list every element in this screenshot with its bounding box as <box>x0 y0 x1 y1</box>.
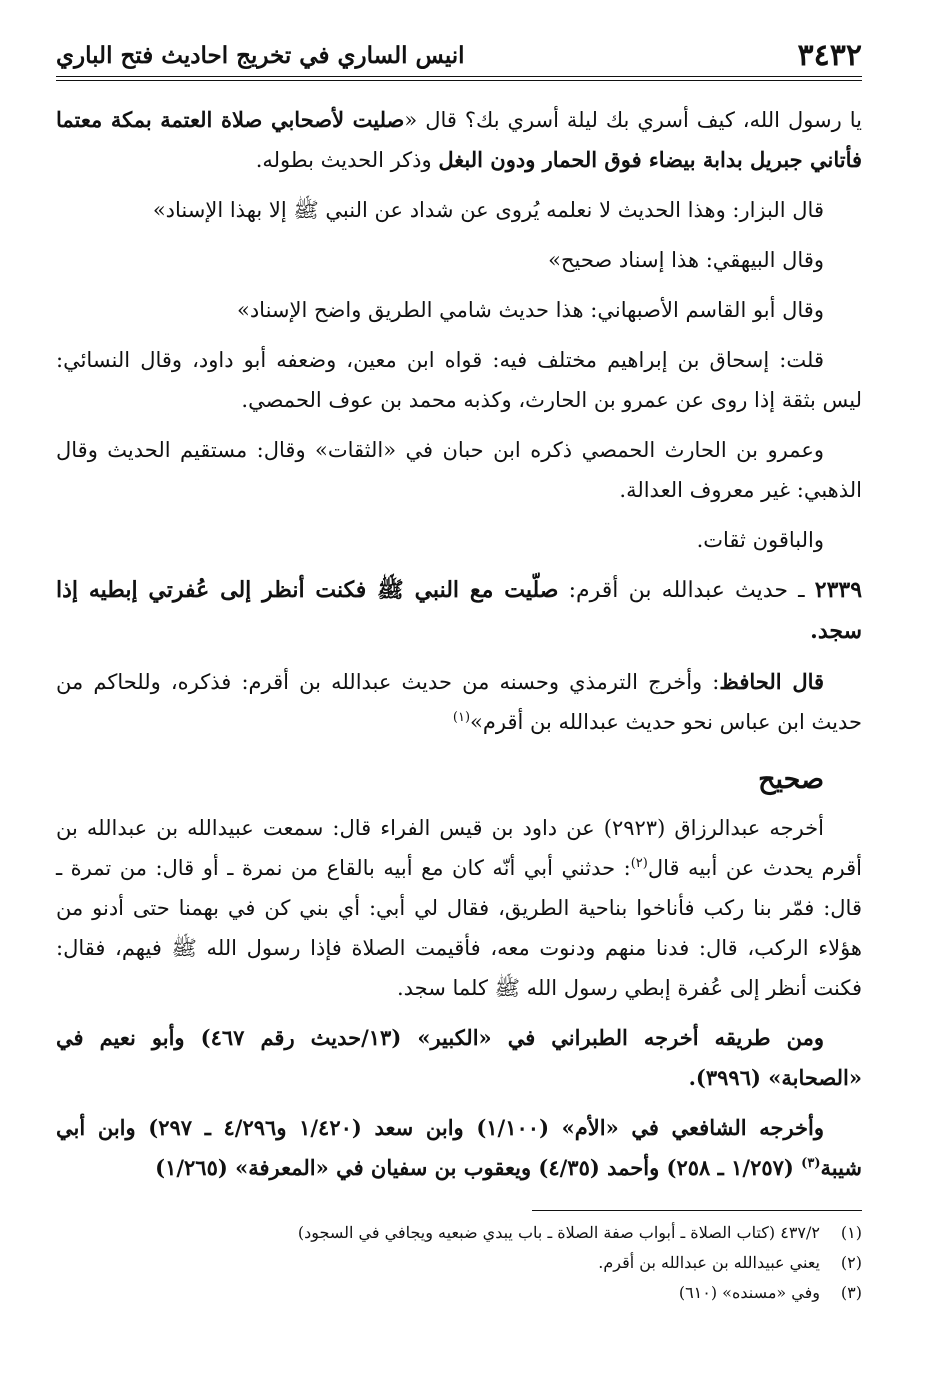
p1-text-a: يا رسول الله، كيف أسري بك ليلة أسري بك؟ قال « <box>404 108 862 132</box>
running-title: انيس الساري في تخريج احاديث فتح الباري <box>56 42 465 69</box>
p10-text-a: وأخرجه الشافعي في «الأم» (١/١٠٠) وابن سعد (١/٤٢٠ و٤/٢٩٦ ـ ٢٩٧) وابن أبي شيبة <box>56 1115 862 1180</box>
paragraph-bazzar: قال البزار: وهذا الحديث لا نعلمه يُروى عن شداد عن النبي ﷺ إلا بهذا الإسناد» <box>152 198 824 222</box>
paragraph-shafii <box>56 1108 862 1188</box>
hadith-entry <box>56 570 862 652</box>
footnote-3 <box>56 1278 862 1308</box>
footnote-number: (٣) <box>840 1283 862 1302</box>
page-number: ٣٤٣٢ <box>797 38 862 73</box>
running-head <box>56 34 862 74</box>
hadith-matn: صلّيت مع النبي ﷺ فكنت أنظر إلى عُفرتي إبطيه إذا سجد. <box>56 577 862 644</box>
main-text <box>56 100 862 1198</box>
header-rule-secondary <box>56 80 862 81</box>
footnote-ref-2: (٢) <box>630 856 648 871</box>
footnote-text: وفي «مسنده» (٦١٠) <box>678 1283 820 1302</box>
p8-text-a: أخرجه عبدالرزاق (٢٩٢٣) عن داود بن قيس الفراء قال: سمعت عبيدالله بن عبدالله بن أقرم يحدث عن أبيه قال <box>56 816 862 880</box>
footnote-text: يعني عبيدالله بن عبدالله بن أقرم. <box>598 1253 820 1272</box>
p1-bold-quote: صليت لأصحابي صلاة العتمة بمكة معتما فأتاني جبريل بدابة بيضاء فوق الحمار ودون البغل <box>56 107 862 172</box>
p8-text-b: : حدثني أبي أنّه كان مع أبيه بالقاع من نمرة ـ أو قال: من تمرة ـ قال: فمّر بنا ركب فأناخوا بناحية الطريق، فقال لي أبي: أي بني كن في بهمنا حتى أدنو من هؤلاء الركب، قال: فدنا منهم ودنوت معه، فأقيمت الصلاة فإذا رسول الله ﷺ فيهم، فقال: فكنت أنظر إلى عُفرة إبطي رسول الله ﷺ كلما سجد. <box>56 856 862 1000</box>
footnote-number: (١) <box>840 1223 862 1242</box>
paragraph-asbahani: وقال أبو القاسم الأصبهاني: هذا حديث شامي الطريق واضح الإسناد» <box>236 298 824 322</box>
book-page <box>56 0 862 1382</box>
p10-text-b: (١/٢٥٧ ـ ٢٥٨) وأحمد (٤/٣٥) ويعقوب بن سفيان في «المعرفة» (١/٢٦٥) <box>155 1155 802 1180</box>
footnote-separator <box>532 1210 862 1211</box>
p1-text-b: وذكر الحديث بطوله. <box>255 148 439 172</box>
footnote-number: (٢) <box>840 1253 862 1272</box>
hafiz-text: : وأخرج الترمذي وحسنه من حديث عبدالله بن أقرم: فذكره، وللحاكم من حديث ابن عباس نحو حديث عبدالله بن أقرم» <box>56 670 862 734</box>
paragraph-tabarani: ومن طريقه أخرجه الطبراني في «الكبير» (١٣/حديث رقم ٤٦٧) وأبو نعيم في «الصحابة» (٣٩٩٦). <box>56 1025 862 1090</box>
footnote-1 <box>56 1218 862 1248</box>
paragraph-hafiz <box>56 662 862 742</box>
paragraph-abdulrazzaq <box>56 808 862 1008</box>
paragraph-1 <box>56 100 862 180</box>
hadith-number: ٢٣٣٩ <box>814 577 863 603</box>
footnotes <box>56 1218 862 1308</box>
paragraph-amr: وعمرو بن الحارث الحمصي ذكره ابن حبان في «الثقات» وقال: مستقيم الحديث وقال الذهبي: غير معروف العدالة. <box>56 438 862 502</box>
header-rule <box>56 76 862 77</box>
footnote-ref-1: (١) <box>452 710 471 725</box>
paragraph-ishaq: قلت: إسحاق بن إبراهيم مختلف فيه: قواه ابن معين، وضعفه أبو داود، وقال النسائي: ليس بثقة إذا روى عن عمرو بن الحارث، وكذبه محمد بن عوف الحمصي. <box>56 348 862 412</box>
hafiz-label: قال الحافظ <box>719 669 825 694</box>
footnote-ref-3: (٣) <box>801 1156 821 1171</box>
footnote-text: ٤٣٧/٢ (كتاب الصلاة ـ أبواب صفة الصلاة ـ باب يبدي ضبعيه ويجافي في السجود) <box>297 1223 820 1242</box>
footnote-2 <box>56 1248 862 1278</box>
section-title: صحيح <box>758 764 824 795</box>
paragraph-bayhaqi: وقال البيهقي: هذا إسناد صحيح» <box>548 248 824 272</box>
hadith-intro: ـ حديث عبدالله بن أقرم: <box>558 578 815 603</box>
paragraph-thiqat: والباقون ثقات. <box>696 528 824 552</box>
